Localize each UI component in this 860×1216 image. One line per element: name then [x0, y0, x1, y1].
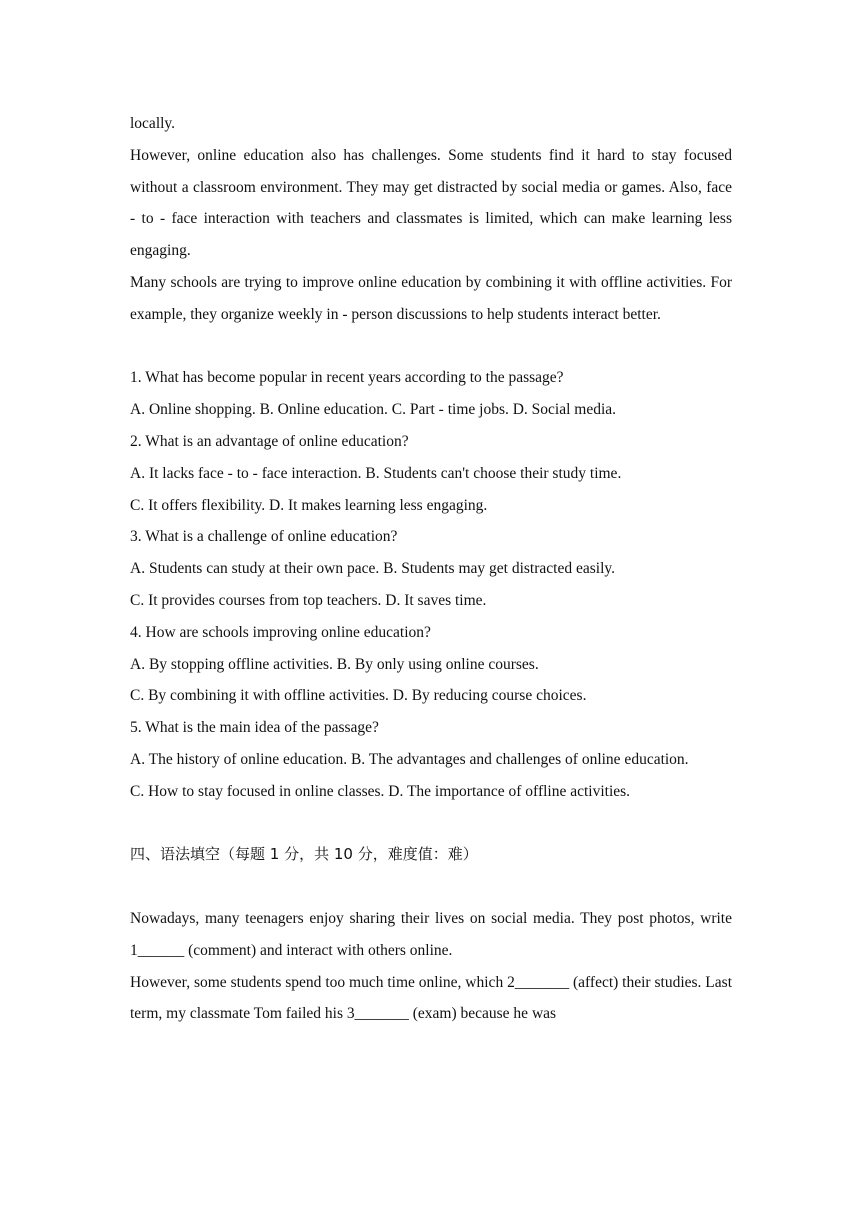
- passage-paragraph-challenges: However, online education also has challenges. Some students find it hard to stay focused without a classroom environment. They may get distracted by social media or games. Also, face - to - face interaction with teachers and classmates is limited, which can make learning less engaging.: [130, 146, 732, 260]
- question-5: [130, 712, 732, 807]
- question-options: C. It offers flexibility. D. It makes learning less engaging.: [130, 496, 488, 514]
- grammar-paragraph-2: However, some students spend too much time online, which 2_______ (affect) their studies. Last term, my classmate Tom failed his 3_______ (exam) because he was: [130, 973, 732, 1023]
- passage-paragraph-improvements: Many schools are trying to improve online education by combining it with offline activities. For example, they organize weekly in - person discussions to help students interact better.: [130, 273, 732, 323]
- question-text: 5. What is the main idea of the passage?: [130, 719, 379, 737]
- question-options: A. By stopping offline activities. B. By only using online courses.: [130, 655, 539, 673]
- spacer: [130, 871, 732, 903]
- question-text: 4. How are schools improving online education?: [130, 623, 431, 641]
- question-options: A. It lacks face - to - face interaction. B. Students can't choose their study time.: [130, 464, 622, 482]
- question-options: A. The history of online education. B. The advantages and challenges of online education.: [130, 750, 689, 768]
- question-options: C. By combining it with offline activities. D. By reducing course choices.: [130, 687, 587, 705]
- question-options: C. How to stay focused in online classes. D. The importance of offline activities.: [130, 782, 631, 800]
- question-options: C. It provides courses from top teachers. D. It saves time.: [130, 591, 487, 609]
- question-1: [130, 362, 732, 426]
- question-4: [130, 617, 732, 712]
- question-2: [130, 426, 732, 521]
- question-options: A. Online shopping. B. Online education. C. Part - time jobs. D. Social media.: [130, 401, 617, 419]
- page-content: [130, 108, 732, 1030]
- spacer: [130, 808, 732, 840]
- question-text: 3. What is a challenge of online education?: [130, 528, 398, 546]
- grammar-paragraph-1: Nowadays, many teenagers enjoy sharing their lives on social media. They post photos, write 1______ (comment) and interact with others online.: [130, 909, 732, 959]
- section-heading: 四、语法填空（每题 1 分，共 10 分，难度值：难）: [130, 845, 478, 864]
- question-text: 1. What has become popular in recent years according to the passage?: [130, 369, 564, 387]
- question-text: 2. What is an advantage of online education?: [130, 432, 409, 450]
- question-options: A. Students can study at their own pace. B. Students may get distracted easily.: [130, 560, 615, 578]
- spacer: [130, 331, 732, 363]
- passage-paragraph-tail: locally.: [130, 115, 176, 132]
- question-3: [130, 521, 732, 616]
